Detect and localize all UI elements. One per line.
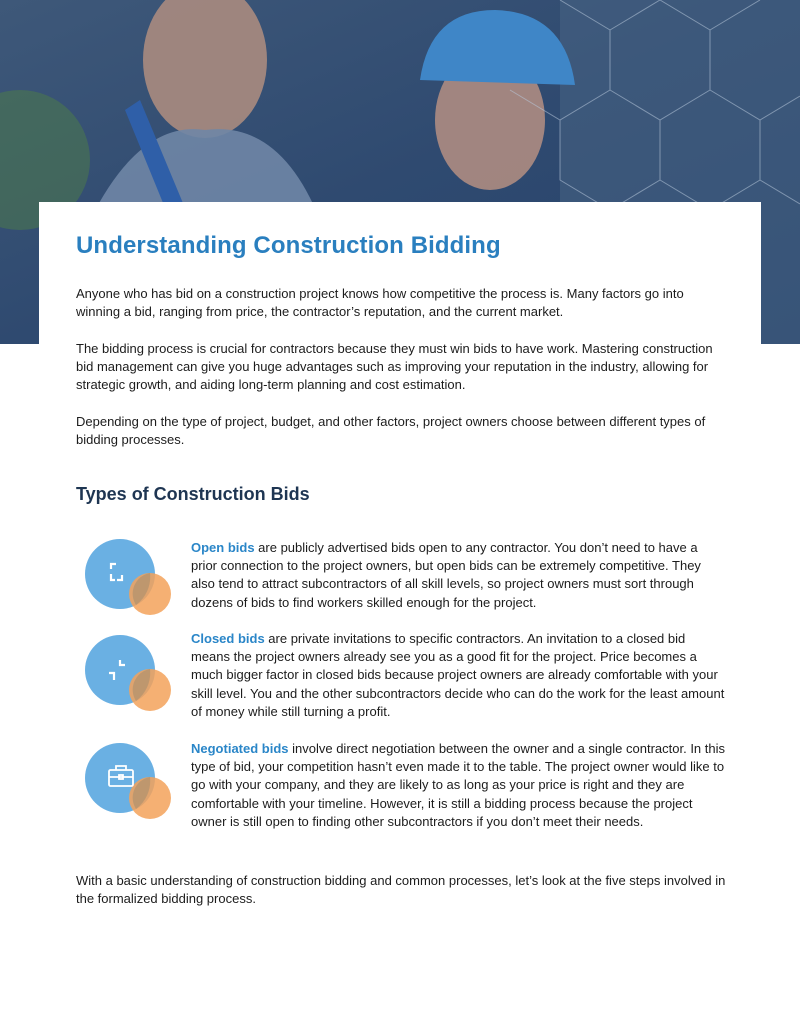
bid-term-open: Open bids [191, 540, 255, 555]
bid-type-closed [191, 630, 727, 721]
bid-text-negotiated: involve direct negotiation between the owner and a single contractor. In this type of bid, your competition hasn’t even made it to the table. The project owner would like to go with your company, and they are likely to as long as your price is right and they are comfortable with your timeline. However, it is still a bidding process because the project owner is still open to finding other subcontractors if you don’t meet their needs. [191, 741, 726, 829]
bid-term-closed: Closed bids [191, 631, 265, 646]
bid-type-open [191, 539, 727, 612]
bid-text-closed: are private invitations to specific contractors. An invitation to a closed bid means the project owners already see you as a good fit for the project. Price becomes a much bigger factor in closed bids because project owners are already comfortable with your skill level. You and the other subcontractors decide who can do the work for the least amount of money while still turning a profit. [191, 631, 725, 719]
content-card [39, 202, 761, 1035]
bid-type-negotiated [191, 740, 727, 831]
closing-paragraph: With a basic understanding of construction bidding and common processes, let’s look at the five steps involved in the formalized bidding process. [76, 873, 726, 907]
expand-icon [84, 538, 174, 618]
intro-paragraph-1: Anyone who has bid on a construction project knows how competitive the process is. Many factors go into winning a bid, ranging from price, the contractor’s reputation, and the current market. [76, 286, 684, 320]
briefcase-icon [84, 742, 174, 822]
bid-text-open: are publicly advertised bids open to any contractor. You don’t need to have a prior connection to the project owners, but open bids can be extremely competitive. They also tend to attract subcontractors of all skill levels, so project owners must sort through dozens of bids to find workers skilled enough for the project. [191, 540, 701, 610]
intro-paragraph-3: Depending on the type of project, budget, and other factors, project owners choose between different types of bidding processes. [76, 414, 706, 448]
section-heading: Types of Construction Bids [76, 484, 310, 504]
page-title: Understanding Construction Bidding [76, 232, 501, 259]
intro-paragraph-2: The bidding process is crucial for contractors because they must win bids to have work. Mastering construction bid management can give you huge advantages such as improving your reputation in the industry, allowing for strategic growth, and aiding long-term planning and cost estimation. [76, 341, 713, 393]
bid-term-negotiated: Negotiated bids [191, 741, 289, 756]
collapse-icon [84, 634, 174, 714]
